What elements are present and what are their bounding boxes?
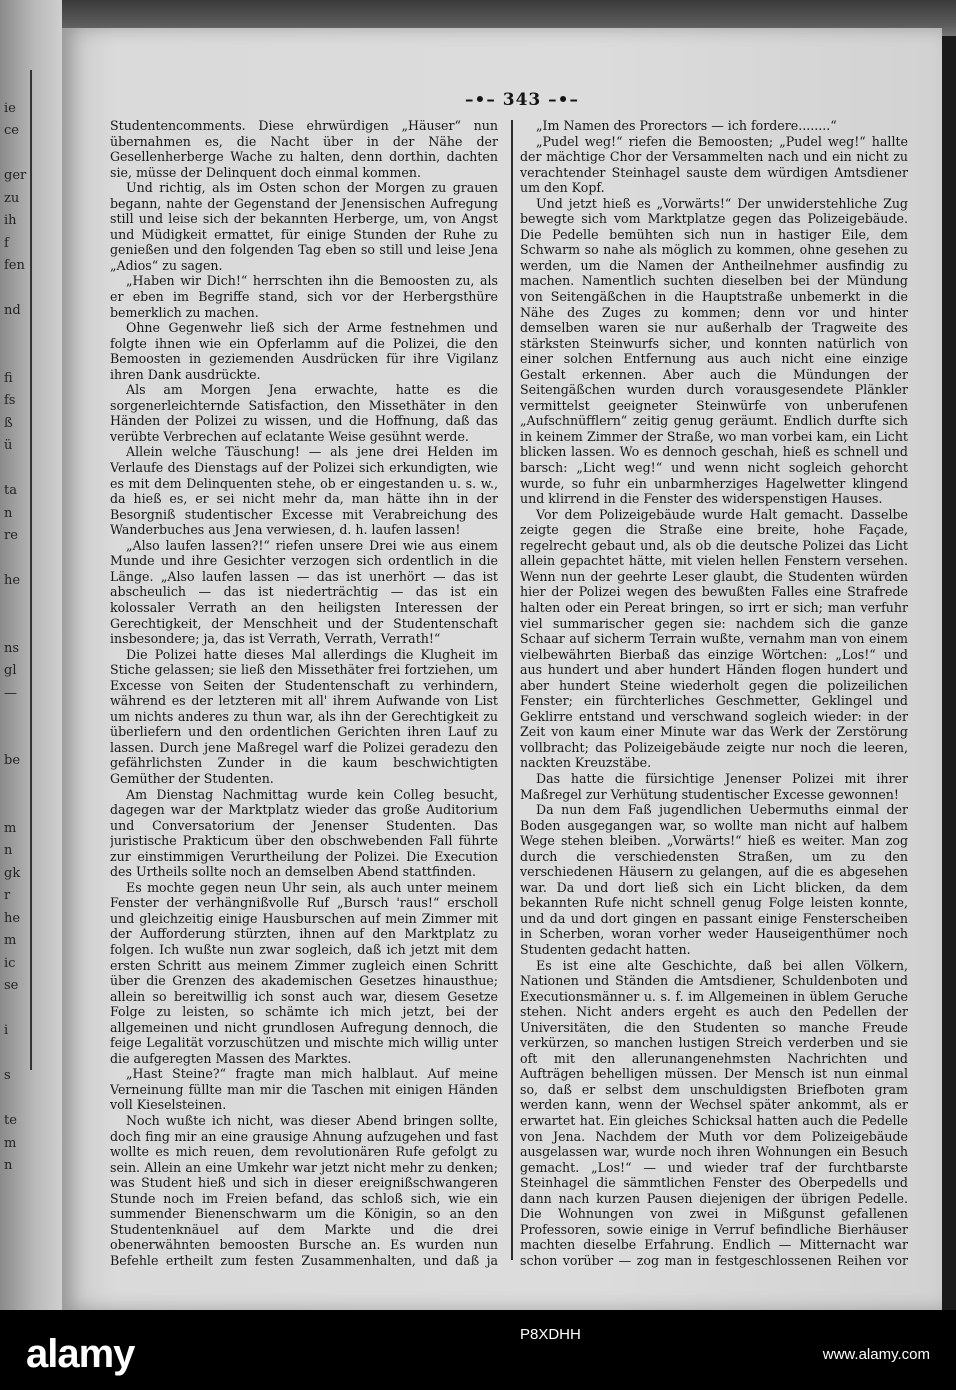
column-divider (511, 120, 513, 1260)
paragraph: Noch wußte ich nicht, was dieser Abend bringen sollte, doch fing mir an eine grausige Ahnung aufzugehen und fast wollte es mich reuen, dem revolutionären Rufe gefolgt zu sein. Allein an eine Umkehr war jetzt nicht mehr zu denken; was Student hieß und sich in dieser ereignißschwangeren Stunde noch im Freien befand, das schloß sich, wie ein summender Bienenschwarm um die Königin, so an den Studentenknäuel auf dem Markte und die drei obenerwähnten bemoosten Bursche an. Es wurden nun Befehle ertheilt zum festen Zusammenhalten, und daß ja (110, 1113, 498, 1268)
page-number (452, 90, 592, 110)
paragraph: Und richtig, als im Osten schon der Morgen zu grauen begann, nahte der Gegenstand der Jenensischen Aufregung still und leise sich der bekannten Herberge, um, von Angst und Müdigkeit ermattet, für einige Stunden der Ruhe zu genießen und den folgenden Tag eben so still und leise Jena „Adios“ zu sagen. (110, 180, 498, 273)
paragraph: Allein welche Täuschung! — als jene drei Helden im Verlaufe des Dienstags auf der Polizei sich erkundigten, wie es mit dem Delinquenten stehe, ob er eingestanden u. s. w., da hieß es, er sei nicht mehr da, man hätte ihn in der Besorgniß studentischer Excesse mit Verabreichung des Wanderbuches aus Jena verwiesen, d. h. laufen lassen! (110, 444, 498, 538)
paragraph: „Haben wir Dich!“ herrschten ihn die Bemoosten zu, als er eben im Begriffe stand, sich vor der Herbergsthüre bemerklich zu machen. (110, 273, 498, 320)
paragraph: „Im Namen des Prorectors — ich fordere........“ (536, 118, 837, 133)
paragraph: Ohne Gegenwehr ließ sich der Arme festnehmen und folgte ihnen wie ein Opferlamm auf die Polizei, die den Bemoosten in geziemenden Ausdrücken für ihre Vigilanz ihren Dank ausdrückte. (110, 320, 498, 382)
paragraph: Da nun dem Faß jugendlichen Uebermuths einmal der Boden ausgegangen war, so wollte man nicht auf halbem Wege stehen bleiben. „Vorwärts!“ hieß es weiter. Man zog durch die verschiedensten Straßen, um zu den verschiedenen Häusern zu gelangen, auf die es abgesehen war. Da und dort ließ sich ein Licht blicken, da dem bekannten Rufe nicht schnell genug Folge leisten konnte, und da und dort gingen en passant einige Fensterscheiben in Scherben, woran vorher weder Hauseigenthümer noch Studenten gedacht hatten. (520, 802, 908, 957)
paragraph: Am Dienstag Nachmittag wurde kein Colleg besucht, dagegen war der Marktplatz wieder das große Auditorium und Conversatorium der Jenenser Studenten. Das juristische Prakticum über den obschwebenden Fall führte zur einstimmigen Verurtheilung der Polizei. Die Execution des Urtheils sollte noch an demselben Abend stattfinden. (110, 786, 498, 880)
paragraph: Die Polizei hatte dieses Mal allerdings die Klugheit im Stiche gelassen; sie ließ den Missethäter frei fortziehen, um Excesse von Seiten der Studentenschaft zu verhindern, während es der letzteren mit all' ihrem Aufwande von List um nichts anderes zu thun war, als ihn der Gerechtigkeit zu überliefern und den ordentlichen Gerichten ihren Lauf zu lassen. Durch jene Maßregel warf die Polizei geradezu den gefährlichsten Zunder in die kaum beschwichtigten Gemüther der Studenten. (110, 646, 498, 786)
watermark-bar (0, 1310, 956, 1390)
paragraph: Als am Morgen Jena erwachte, hatte es die sorgenerleichternde Satisfaction, den Missethäter in den Händen der Polizei zu wissen, und die Hoffnung, daß das verübte Verbrechen auf eclatante Weise gesühnt werde. (110, 382, 498, 444)
adjacent-page-rule (30, 70, 32, 1070)
watermark-url: www.alamy.com (822, 1346, 930, 1363)
paragraph: „Hast Steine?“ fragte man mich halblaut. Auf meine Verneinung füllte man mir die Taschen mit einigen Händen voll Kieselsteinen. (110, 1066, 498, 1113)
paragraph: „Also laufen lassen?!“ riefen unsere Drei wie aus einem Munde und ihre Gesichter verzogen sich ordentlich in die Länge. „Also laufen lassen — das ist unerhört — das ist abscheulich — das ist niederträchtig — das ist ein kolossaler Verrath an den heiligsten Interessen der Gerechtigkeit, der Menschheit und der Studentenschaft insbesondere; ja, das ist Verrath, Verrath, Verrath!“ (110, 537, 498, 647)
left-column (110, 118, 498, 1268)
right-column (520, 118, 908, 1268)
page-number-ornament-left: –•– (464, 90, 503, 110)
page-number-ornament-right: –•– (541, 90, 580, 110)
paragraph: „Pudel weg!“ riefen die Bemoosten; „Pudel weg!“ hallte der mächtige Chor der Versammelten nach und ein nicht zu verachtender Steinhagel sauste dem würdigen Amtsdiener um den Kopf. (520, 133, 908, 196)
watermark-image-id: P8XDHH (520, 1326, 581, 1343)
paragraph: Und jetzt hieß es „Vorwärts!“ Der unwiderstehliche Zug bewegte sich vom Marktplatze gegen das Polizeigebäude. Die Pedelle bemühten sich nun in hastiger Eile, dem Schwarm so nahe als möglich zu kommen, ohne gesehen zu werden, um die Namen der Antheilnehmer ausfindig zu machen. Namentlich suchten dieselben bei der Mündung von Seitengäßchen in die Hauptstraße unbemerkt in die Nähe des Zuges zu kommen; denn vor und hinter demselben waren sie nur außerhalb der Tragweite des stärksten Steinwurfs sicher, und konnten natürlich von einer solchen Entfernung aus auch nicht eine einzige Gestalt erkennen. Aber auch die Mündungen der Seitengäßchen wurden durch vorausgesendete Plänkler vermittelst geeigneter Steinwürfe von unberufenen „Aufschnüfflern“ zeitig genug geräumt. Endlich durfte sich in keinem Zimmer der Straße, wo man vorbei kam, ein Licht blicken lassen. Wo es dennoch geschah, hieß es schnell und barsch: „Licht weg!“ und wenn nicht sogleich gehorcht wurde, so fuhr ein unbarmherziges Hagelwetter klingend und klirrend in die Fenster des widerspenstigen Hauses. (520, 195, 908, 507)
paragraph: Das hatte die fürsichtige Jenenser Polizei mit ihrer Maßregel zur Verhütung studentischer Excesse gewonnen! (520, 770, 908, 802)
paragraph: Es ist eine alte Geschichte, daß bei allen Völkern, Nationen und Ständen die Amtsdiener, Schuldenboten und Executionsmänner u. s. f. im Allgemeinen in üblem Geruche stehen. Nicht anders ergeht es auch den Pedellen der Universitäten, die den Studenten so manche Freude verkürzen, so manchen lustigen Streich verderben und sie oft mit den allerunangenehmsten Nachrichten und Aufträgen behelligen müssen. Der Mensch ist nun einmal so, daß er selbst dem unschuldigsten Briefboten gram werden kann, wenn der Wechsel später ankommt, als er erwartet hat. Ein gleiches Schicksal hatten auch die Pedelle von Jena. Nachdem der Muth vor dem Polizeigebäude ausgelassen war, wurde noch ihren Wohnungen ein Besuch gemacht. „Los!“ — und wieder traf der furchtbarste Steinhagel die sämmtlichen Fenster des Oberpedells und dann nach kurzen Pausen diejenigen der übrigen Pedelle. Die Wohnungen von zwei in Mißgunst gefallenen Professoren, sowie einige in Verruf befindliche Bierhäuser machten dieselbe Erfahrung. Endlich — Mitternacht war schon vorüber — zog man in festgeschlossenen Reihen vor (520, 957, 908, 1268)
watermark-logo: alamy (26, 1332, 135, 1376)
paragraph: Es mochte gegen neun Uhr sein, als auch unter meinem Fenster der verhängnißvolle Ruf „Bursch 'raus!“ erscholl und gleichzeitig einige Hausburschen auf mein Zimmer mit der Aufforderung stürzten, ihnen auf den Marktplatz zu folgen. Ich wußte nun zwar sogleich, daß ich jetzt mit dem ersten Schritt aus meinem Zimmer zugleich einen Schritt über die Grenzen des akademischen Gesetzes hinausthue; allein so bereitwillig ich sonst auch war, diesem Gesetze Folge zu leisten, so schämte ich mich jetzt, bei der allgemeinen und nicht grundlosen Aufregung dennoch, die feige Legalität vorzuschützen und mischte mich willig unter die aufgeregten Massen des Marktes. (110, 879, 498, 1066)
page-number-value: 343 (502, 90, 542, 110)
newspaper-page (62, 28, 942, 1310)
paragraph: Studentencomments. Diese ehrwürdigen „Häuser“ nun übernahmen es, die Nacht über in der Nähe der Gesellenherberge Wache zu halten, denn dorthin, dachten sie, müsse der Delinquent doch einmal kommen. (110, 118, 498, 180)
paragraph: Vor dem Polizeigebäude wurde Halt gemacht. Dasselbe zeigte gegen die Straße eine breite, hohe Façade, regelrecht gebaut und, als ob die deutsche Polizei das Licht allein gepachtet hätte, mit vielen hellen Fenstern versehen. Wenn nun der geehrte Leser glaubt, die Studenten würden hier der Polizei wegen des bewußten Falles eine Strafrede halten oder ein Pereat bringen, so irrt er sich; man verfuhr viel summarischer gegen sie: nachdem sich die ganze Schaar auf sicherm Terrain wußte, vernahm man von einem vielbewährten Bierbaß das einzige Wörtchen: „Los!“ und aus hundert und aber hundert Händen flogen hundert und aber hundert Steine wiederholt gegen die polizeilichen Fenster; ein fürchterliches Geschmetter, Geklingel und Geklirre entstand und verschwand sogleich wieder: in der Zeit von kaum einer Minute war das Werk der Zerstörung vollbracht; das Polizeigebäude zeigte nur noch die leeren, nackten Kreuzstäbe. (520, 506, 908, 771)
adjacent-page-strip (0, 0, 62, 1310)
adjacent-page-text-fragments: ie ce ger zu ih f fen nd fi fs ß ü ta n re he ns gl — be m n gk r he m ic se i s te m n (4, 100, 27, 1173)
